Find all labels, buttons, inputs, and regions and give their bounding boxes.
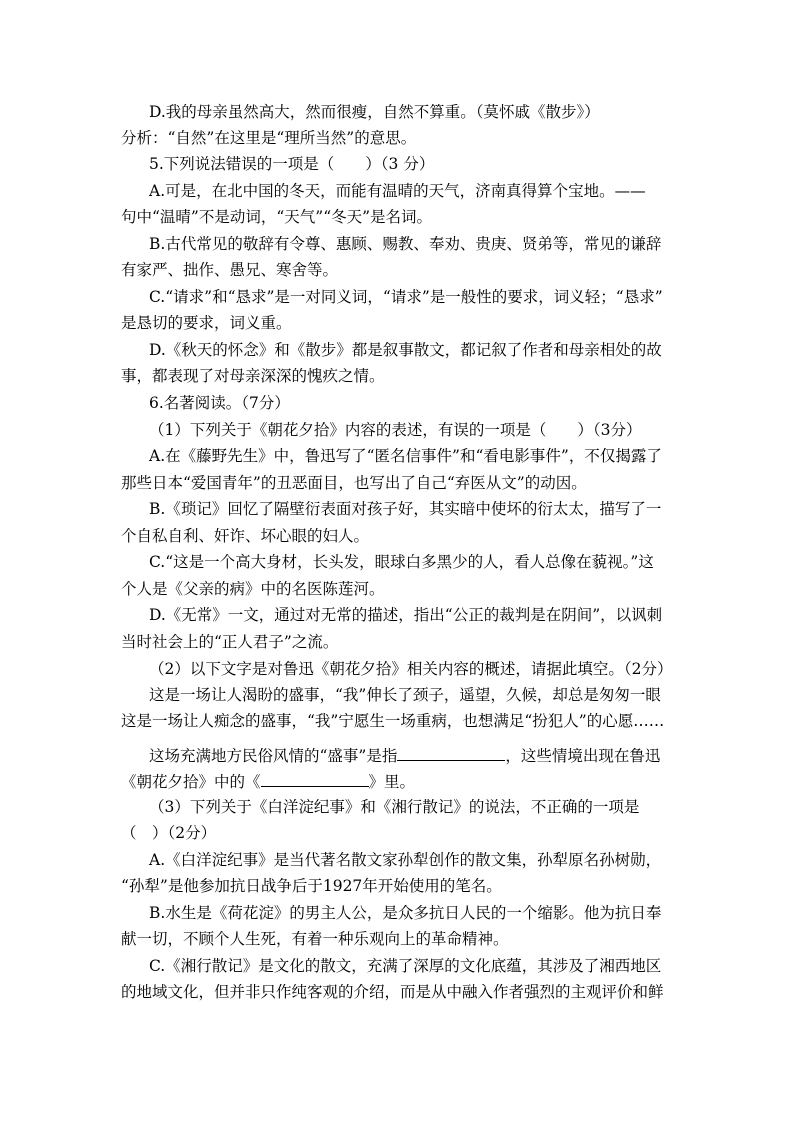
q6-sub2-fill-line1 — [149, 745, 660, 766]
q5-option-b-line1: B.古代常见的敬辞有令尊、惠顾、赐教、奉劝、贵庚、贤弟等，常见的谦辞 — [149, 235, 662, 253]
q6-sub3-option-c-line1: C.《湘行散记》是文化的散文，充满了深厚的文化底蕴，其涉及了湘西地区 — [149, 957, 662, 975]
q6-sub3-option-b-line1: B.水生是《荷花淀》的男主人公，是众多抗日人民的一个缩影。他为抗日奉 — [149, 904, 662, 922]
fill-text-part3: 《朝花夕拾》中的《 — [121, 773, 261, 791]
q6-sub1-option-b-line2: 个自私自利、奸诈、坏心眼的妇人。 — [121, 527, 370, 545]
q6-sub1-option-a-line1: A.在《藤野先生》中，鲁迅写了“匿名信事件”和“看电影事件”，不仅揭露了 — [149, 447, 662, 465]
question-5-title: 5.下列说法错误的一项是（ ）（3 分） — [149, 155, 435, 173]
q6-sub1-option-c-line1: C.“这是一个高大身材，长头发，眼球白多黑少的人，看人总像在藐视。”这 — [149, 553, 654, 571]
q6-sub3-option-b-line2: 献一切，不顾个人生死，有着一种乐观向上的革命精神。 — [121, 930, 509, 948]
q6-sub3-title-line1: （3）下列关于《白洋淀纪事》和《湘行散记》的说法，不正确的一项是 — [149, 798, 640, 816]
q5-option-c-line2: 是恳切的要求，词义重。 — [121, 314, 292, 332]
q6-sub3-option-c-line2: 的地域文化，但并非只作纯客观的介绍，而是从中融入作者强烈的主观评价和鲜 — [121, 983, 664, 1001]
q5-option-a-line2: 句中“温晴”不是动词，“天气”“冬天”是名词。 — [121, 208, 433, 226]
q6-sub2-title: （2）以下文字是对鲁迅《朝花夕拾》相关内容的概述，请据此填空。（2分） — [149, 660, 673, 678]
fill-text-part2: ，这些情境出现在鲁迅 — [505, 747, 661, 765]
q6-sub3-option-a-line1: A.《白洋淀纪事》是当代著名散文家孙犁创作的散文集，孙犁原名孙树勋， — [149, 851, 662, 869]
analysis-line: 分析：“自然”在这里是“理所当然”的意思。 — [121, 129, 417, 147]
q6-sub2-fill-line2 — [121, 771, 415, 792]
q6-sub2-passage-line2: 这是一场让人痴念的盛事，“我”宁愿生一场重病，也想满足“扮犯人”的心愿…… — [121, 712, 665, 730]
q6-sub1-option-a-line2: 那些日本“爱国青年”的丑恶面目，也写出了自己“弃医从文”的动因。 — [121, 474, 587, 492]
q6-sub3-title-line2: （ ）（2分） — [121, 824, 217, 842]
q6-sub1-option-d-line1: D.《无常》一文，通过对无常的描述，指出“公正的裁判是在阴间”，以讽刺 — [149, 606, 663, 624]
option-d-q4: D.我的母亲虽然高大，然而很瘦，自然不算重。（莫怀戚《散步》） — [149, 103, 600, 121]
fill-text-part4: 》里。 — [368, 773, 416, 791]
q5-option-d-line1: D.《秋天的怀念》和《散步》都是叙事散文，都记叙了作者和母亲相处的故 — [149, 341, 662, 359]
q6-sub1-option-c-line2: 个人是《父亲的病》中的名医陈莲河。 — [121, 580, 385, 598]
q6-sub1-title: （1）下列关于《朝花夕拾》内容的表述，有误的一项是（ ）（3分） — [149, 421, 642, 439]
answer-blank-2[interactable] — [261, 771, 369, 787]
q6-sub1-option-b-line1: B.《琐记》回忆了隔壁衍表面对孩子好，其实暗中使坏的衍太太，描写了一 — [149, 500, 662, 518]
q5-option-d-line2: 事，都表现了对母亲深深的愧疚之情。 — [121, 367, 385, 385]
q6-sub3-option-a-line2: “孙犁”是他参加抗日战争后于1927年开始使用的笔名。 — [121, 877, 502, 895]
q5-option-b-line2: 有家严、拙作、愚兄、寒舍等。 — [121, 261, 339, 279]
q6-sub1-option-d-line2: 当时社会上的“正人君子”之流。 — [121, 633, 339, 651]
q5-option-c-line1: C.“请求”和“恳求”是一对同义词，“请求”是一般性的要求，词义轻；“恳求” — [149, 288, 663, 306]
answer-blank-1[interactable] — [397, 745, 505, 761]
fill-text-part1: 这场充满地方民俗风情的“盛事”是指 — [149, 747, 398, 765]
question-6-title: 6.名著阅读。（7分） — [149, 394, 290, 412]
q5-option-a-line1: A.可是，在北中国的冬天，而能有温晴的天气，济南真得算个宝地。—— — [149, 182, 646, 200]
q6-sub2-passage-line1: 这是一场让人渴盼的盛事，“我”伸长了颈子，遥望，久候，却总是匆匆一眼 — [149, 686, 661, 704]
